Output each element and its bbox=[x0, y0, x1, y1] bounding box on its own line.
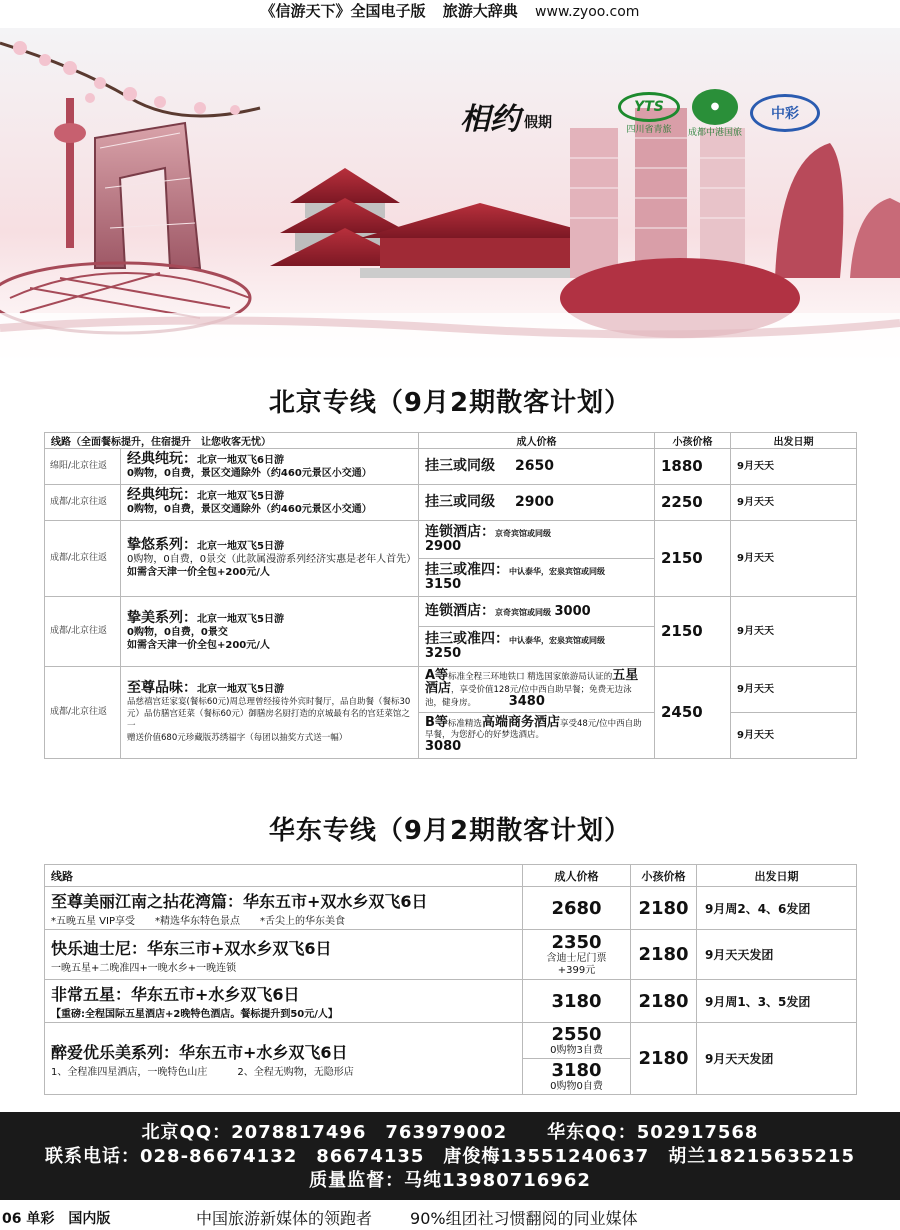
contact-phones[interactable]: 联系电话：028-86674132 86674135 唐俊梅13551240637 胡兰18215635215 bbox=[45, 1146, 855, 1167]
table-row[interactable]: 绵阳/北京往返 经典纯玩：北京一地双飞6日游 0购物，0自费，景区交通除外（约460元景区小交通） 挂三或同级 2650 1880 9月天天 bbox=[45, 449, 857, 485]
table-header-row: 线路（全面餐标提升，住宿提升 让您收客无忧） 成人价格 小孩价格 出发日期 bbox=[45, 433, 857, 449]
table-row[interactable]: 3180 0购物0自费 bbox=[45, 1059, 857, 1095]
table-row[interactable]: 至尊美丽江南之拈花湾篇：华东五市+双水乡双飞6日 *五晚五星 VIP享受 *精选华东特色景点 *舌尖上的华东美食 2680 2180 9月周2、4、6发团 bbox=[45, 887, 857, 930]
top-bar bbox=[0, 0, 900, 26]
table-row[interactable]: 成都/北京往返 至尊品味：北京一地双飞5日游 品慈禧宫廷家宴(餐标60元)周总理曾经接待外宾时餐厅，品自助餐（餐标30元）品仿膳宫廷菜（餐标60元）御膳房名厨打造的京城最有名的宫廷菜馆之一 赠送价值680元珍藏版苏绣福字（每团以抽奖方式送一幅） A等标准全程三环地铁口 精选国家旅游局认证的五星酒店，享受价值128元/位中西自助早餐；免费无边泳池，健身房。 3480 2450 9月天天 bbox=[45, 667, 857, 713]
publication-name: 《信游天下》全国电子版 bbox=[260, 2, 426, 20]
page-footer bbox=[0, 1208, 900, 1230]
table-row[interactable]: 非常五星：华东五市+水乡双飞6日 【重磅:全程国际五星酒店+2晚特色酒店。餐标提升到50元/人】 3180 2180 9月周1、3、5发团 bbox=[45, 980, 857, 1023]
quality-supervision[interactable]: 质量监督：马纯13980716962 bbox=[309, 1170, 591, 1191]
table-row[interactable]: 挂三或准四：中认泰华，宏泉宾馆或同级 3150 bbox=[45, 559, 857, 597]
table-row[interactable]: 成都/北京往返 挚悠系列：北京一地双飞5日游 0购物，0自费，0景交（此款属漫游系列经济实惠是老年人首先） 如需含天津一价全包+200元/人 连锁酒店：京奇宾馆或同级 2900 2150 9月天天 bbox=[45, 521, 857, 559]
page-number: 06 单彩 国内版 bbox=[2, 1211, 111, 1227]
table-row[interactable]: B等标准精选高端商务酒店享受48元/位中西自助早餐，为您舒心的好梦选酒店。 3080 9月天天 bbox=[45, 713, 857, 759]
chengdu-zhonggang-logo: ● 成都中港国旅 bbox=[688, 88, 742, 138]
table-row[interactable]: 成都/北京往返 挚美系列：北京一地双飞5日游 0购物，0自费，0景交 如需含天津一价全包+200元/人 连锁酒店：京奇宾馆或同级 3000 2150 9月天天 bbox=[45, 597, 857, 627]
banner-image bbox=[0, 28, 900, 368]
table-row[interactable]: 挂三或准四：中认泰华，宏泉宾馆或同级 3250 bbox=[45, 627, 857, 667]
huadong-qq[interactable]: 华东QQ：502917568 bbox=[547, 1122, 759, 1143]
huadong-section-title: 华东专线（9月2期散客计划） bbox=[268, 816, 632, 846]
table-row[interactable]: 快乐迪士尼：华东三市+双水乡双飞6日 一晚五星+二晚准四+一晚水乡+一晚连锁 2350 含迪士尼门票 +399元 2180 9月天天发团 bbox=[45, 930, 857, 980]
publication-subtitle: 旅游大辞典 bbox=[442, 2, 518, 20]
footer-slogan-1: 中国旅游新媒体的领跑者 bbox=[196, 1209, 373, 1228]
zhongcai-logo: 中彩 bbox=[750, 88, 820, 138]
contact-band bbox=[0, 1112, 900, 1200]
beijing-skyline-illustration bbox=[0, 28, 900, 368]
xiangyue-logo: 相约 假期 bbox=[460, 102, 552, 137]
beijing-route-table bbox=[44, 432, 857, 759]
table-header-row: 线路 成人价格 小孩价格 出发日期 bbox=[45, 865, 857, 887]
beijing-qq[interactable]: 北京QQ：2078817496 763979002 bbox=[141, 1122, 508, 1143]
huadong-route-table bbox=[44, 864, 857, 1095]
table-row[interactable]: 成都/北京往返 经典纯玩：北京一地双飞5日游 0购物，0自费，景区交通除外（约460元景区小交通） 挂三或同级 2900 2250 9月天天 bbox=[45, 485, 857, 521]
footer-slogan-2: 90%组团社习惯翻阅的同业媒体 bbox=[410, 1209, 638, 1228]
table-row[interactable]: 醉爱优乐美系列：华东五市+水乡双飞6日 1、全程准四星酒店，一晚特色山庄 2、全程无购物，无隐形店 2550 0购物3自费 2180 9月天天发团 bbox=[45, 1023, 857, 1059]
beijing-section-title: 北京专线（9月2期散客计划） bbox=[268, 388, 632, 418]
sichuan-youth-travel-logo: YTS 四川省青旅 bbox=[618, 88, 680, 138]
website-url[interactable]: www.zyoo.com bbox=[535, 4, 640, 20]
sponsor-logos bbox=[460, 88, 820, 138]
